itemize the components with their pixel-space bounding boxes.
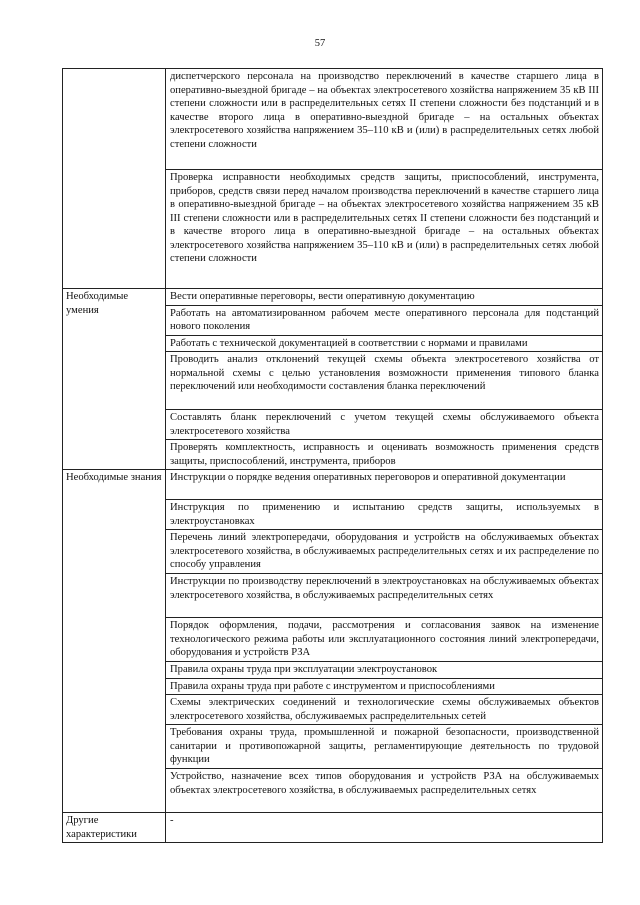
table-row [63,813,603,843]
table-cell: Правила охраны труда при эксплуатации электроустановок [166,662,603,679]
table-cell: Проверять комплектность, исправность и оценивать возможность применения средств защиты, приспособлений, инструмента, приборов [166,440,603,470]
table-cell: Устройство, назначение всех типов оборудования и устройств РЗА на обслуживаемых объектах электросетевого хозяйства, в обслуживаемых распределительных сетях [166,769,603,813]
other-label-cell: Другие характеристики [63,813,166,843]
table-cell: Работать с технической документацией в соответствии с нормами и правилами [166,335,603,352]
table-cell: Порядок оформления, подачи, рассмотрения и согласования заявок на изменение технологического режима работы или эксплуатационного состояния линий электропередачи, оборудования и устройств РЗА [166,618,603,662]
table-row [63,289,603,306]
table-cell: Правила охраны труда при работе с инструментом и приспособлениями [166,678,603,695]
table-cell: Требования охраны труда, промышленной и пожарной безопасности, производственной санитарии и противопожарной защиты, регламентирующие деятельность по трудовой функции [166,725,603,769]
table-cell: Вести оперативные переговоры, вести оперативную документацию [166,289,603,306]
table-cell: - [166,813,603,843]
table-cell: Составлять бланк переключений с учетом текущей схемы обслуживаемого объекта электросетевого хозяйства [166,410,603,440]
table-cell: Проверка исправности необходимых средств защиты, приспособлений, инструмента, приборов, средств связи перед началом производства переключений в качестве старшего лица в оперативно-выездной бригаде – на объектах электросетевого хозяйства напряжением 35 кВ III степени сложности или в распределительных сетях II степени сложности без подстанций и в качестве второго лица в оперативно-выездной бригаде – на остальных объектах электросетевого хозяйства напряжением 35–110 кВ и (или) в распределительных сетях любой степени сложности [166,170,603,289]
table-cell: Работать на автоматизированном рабочем месте оперативного персонала для подстанций нового поколения [166,305,603,335]
knowledge-label-cell: Необходимые знания [63,470,166,813]
empty-label-cell [63,69,166,289]
requirements-table [62,68,603,843]
table-cell: Перечень линий электропередачи, оборудования и устройств на обслуживаемых объектах электросетевого хозяйства, в обслуживаемых распределительных сетях и их распределение по способу управления [166,530,603,574]
table-cell: Инструкция по применению и испытанию средств защиты, используемых в электроустановках [166,500,603,530]
skills-label-cell: Необходимые умения [63,289,166,470]
table-cell: Схемы электрических соединений и технологические схемы обслуживаемых объектов электросетевого хозяйства, обслуживаемых распределительных сетей [166,695,603,725]
table-row [63,69,603,170]
page-number: 57 [314,38,326,49]
table-cell: диспетчерского персонала на производство переключений в качестве старшего лица в оперативно-выездной бригаде – на объектах электросетевого хозяйства напряжением 35 кВ III степени сложности или в распределительных сетях II степени сложности без подстанций и в качестве второго лица в оперативно-выездной бригаде – на остальных объектах электросетевого хозяйства напряжением 35–110 кВ и (или) в распределительных сетях любой степени сложности [166,69,603,170]
table-cell: Инструкции по производству переключений в электроустановках на обслуживаемых объектах электросетевого хозяйства, в обслуживаемых распределительных сетях [166,574,603,618]
table-cell: Проводить анализ отклонений текущей схемы объекта электросетевого хозяйства от нормальной схемы с целью установления возможности применения типового бланка переключений или необходимости составления бланка переключений [166,352,603,410]
table-row [63,470,603,500]
table-cell: Инструкции о порядке ведения оперативных переговоров и оперативной документации [166,470,603,500]
